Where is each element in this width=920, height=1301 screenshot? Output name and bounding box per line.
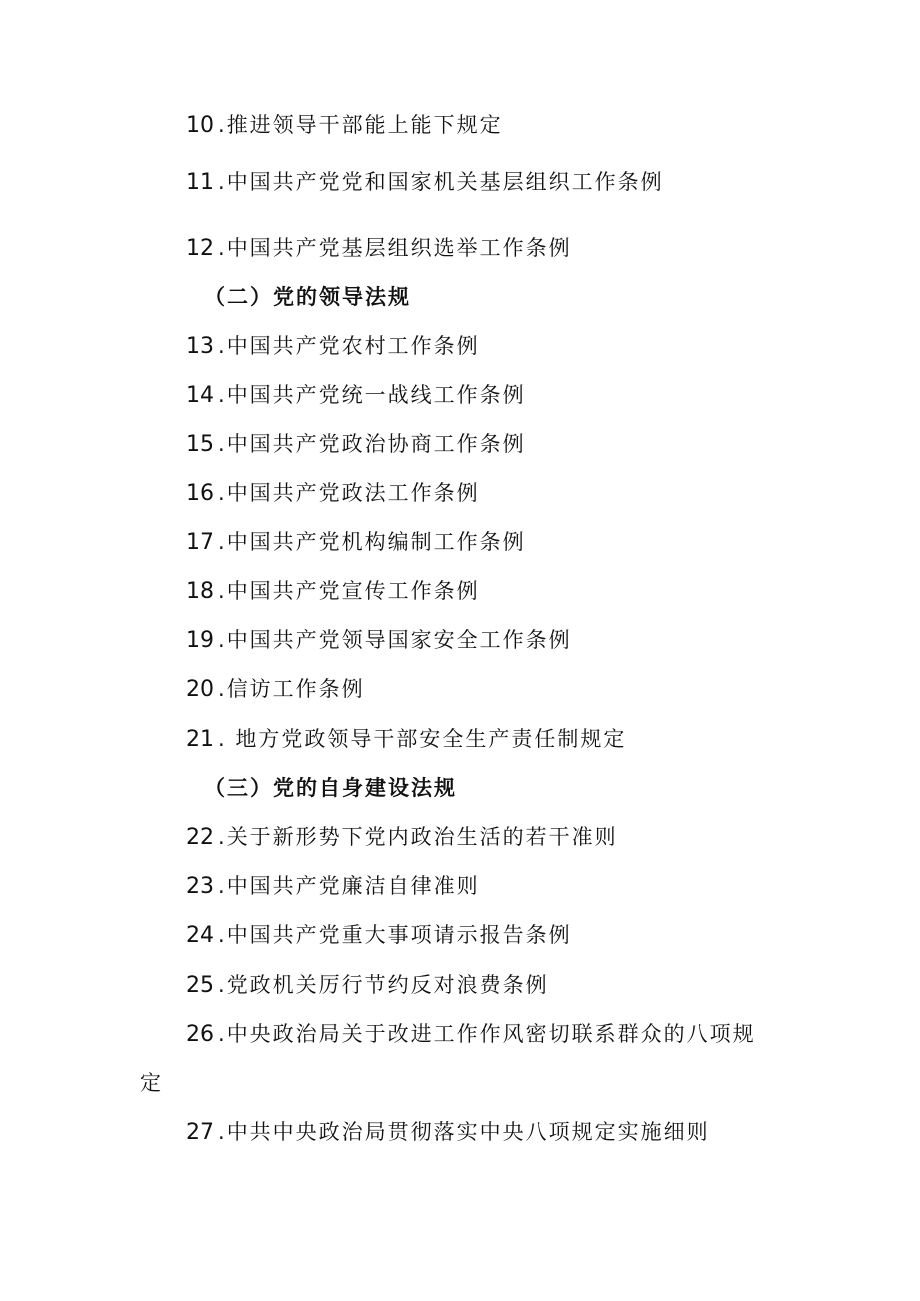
section-heading: （二）党的领导法规 [204, 285, 411, 309]
list-item [186, 331, 480, 362]
list-item [186, 724, 626, 755]
item-separator: . [218, 113, 227, 137]
item-separator: . [218, 236, 227, 260]
item-text: 地方党政领导干部安全生产责任制规定 [226, 727, 627, 751]
item-number: 19 [186, 628, 214, 653]
list-item [186, 380, 526, 411]
item-number: 23 [186, 874, 214, 899]
list-item [186, 1019, 756, 1050]
item-number: 15 [186, 432, 214, 457]
list-item [186, 167, 664, 198]
item-separator: . [218, 481, 227, 505]
list-item [186, 1117, 710, 1148]
item-number: 13 [186, 334, 214, 359]
list-item [186, 478, 480, 509]
item-text: 中国共产党统一战线工作条例 [226, 383, 526, 407]
item-separator: . [218, 973, 227, 997]
item-separator: . [218, 1022, 227, 1046]
item-text: 中央政治局关于改进工作作风密切联系群众的八项规 [226, 1022, 756, 1046]
item-text: 中国共产党农村工作条例 [226, 334, 480, 358]
list-item [186, 674, 365, 705]
list-item [186, 527, 526, 558]
item-number: 22 [186, 825, 214, 850]
item-number: 16 [186, 481, 214, 506]
item-separator: . [218, 923, 227, 947]
item-separator: . [218, 1120, 227, 1144]
section-heading: （三）党的自身建设法规 [204, 776, 457, 800]
list-item [186, 429, 526, 460]
item-separator: . [218, 579, 227, 603]
item-text: 中国共产党宣传工作条例 [226, 579, 480, 603]
list-item [186, 576, 480, 607]
item-number: 24 [186, 923, 214, 948]
list-item [186, 920, 572, 951]
item-number: 26 [186, 1022, 214, 1047]
item-text: 信访工作条例 [226, 677, 365, 701]
item-text: 中国共产党政法工作条例 [226, 481, 480, 505]
item-number: 10 [186, 113, 214, 138]
list-item [186, 822, 618, 853]
item-number: 20 [186, 677, 214, 702]
list-item [186, 110, 503, 141]
item-text: 中国共产党领导国家安全工作条例 [226, 628, 572, 652]
item-separator: . [218, 530, 227, 554]
item-text: 中国共产党机构编制工作条例 [226, 530, 526, 554]
item-text: 党政机关厉行节约反对浪费条例 [226, 973, 549, 997]
item-separator: . [218, 677, 227, 701]
item-number: 14 [186, 383, 214, 408]
item-text: 推进领导干部能上能下规定 [226, 113, 503, 137]
item-text: 中国共产党党和国家机关基层组织工作条例 [226, 170, 664, 194]
item-separator: . [218, 874, 227, 898]
list-item [186, 871, 480, 902]
item-text: 中国共产党政治协商工作条例 [226, 432, 526, 456]
list-item [186, 970, 549, 1001]
item-separator: . [218, 334, 227, 358]
item-separator: . [218, 825, 227, 849]
item-separator: . [218, 383, 227, 407]
item-number: 17 [186, 530, 214, 555]
item-continuation: 定 [140, 1071, 161, 1095]
list-item [186, 233, 572, 264]
item-number: 21 [186, 727, 214, 752]
item-text: 中国共产党廉洁自律准则 [226, 874, 480, 898]
item-number: 27 [186, 1120, 214, 1145]
item-number: 25 [186, 973, 214, 998]
item-text: 中国共产党基层组织选举工作条例 [226, 236, 572, 260]
item-separator: . [218, 727, 227, 751]
item-separator: . [218, 628, 227, 652]
item-text: 关于新形势下党内政治生活的若干准则 [226, 825, 618, 849]
item-number: 18 [186, 579, 214, 604]
item-separator: . [218, 170, 227, 194]
item-separator: . [218, 432, 227, 456]
item-text: 中共中央政治局贯彻落实中央八项规定实施细则 [226, 1120, 710, 1144]
list-item [186, 625, 572, 656]
item-number: 12 [186, 236, 214, 261]
item-text: 中国共产党重大事项请示报告条例 [226, 923, 572, 947]
item-number: 11 [186, 170, 214, 195]
